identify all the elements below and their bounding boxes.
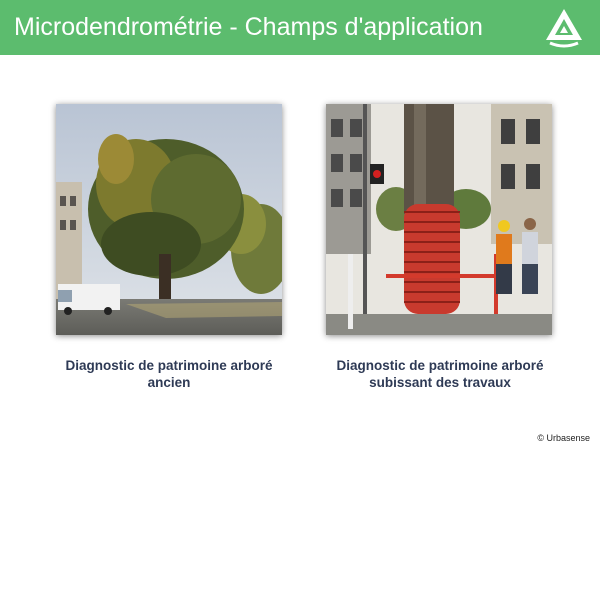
- page-title: Microdendrométrie - Champs d'application: [14, 13, 483, 41]
- urbasense-logo-icon: [544, 7, 584, 49]
- photo-tree-worksite-icon: [326, 104, 552, 335]
- old-tree-photo: [56, 104, 282, 335]
- copyright-notice: © Urbasense: [537, 433, 590, 443]
- photo-old-tree-icon: [56, 104, 282, 335]
- worksite-tree-photo: [326, 104, 552, 335]
- caption-line: subissant des travaux: [369, 375, 511, 390]
- caption-line: Diagnostic de patrimoine arboré: [65, 358, 273, 373]
- caption-worksite-tree: [310, 357, 570, 391]
- red-tubing-coil: [404, 204, 460, 314]
- caption-old-tree: [39, 357, 299, 391]
- caption-line: ancien: [147, 375, 191, 390]
- caption-line: Diagnostic de patrimoine arboré: [336, 358, 544, 373]
- header-bar: [0, 0, 600, 55]
